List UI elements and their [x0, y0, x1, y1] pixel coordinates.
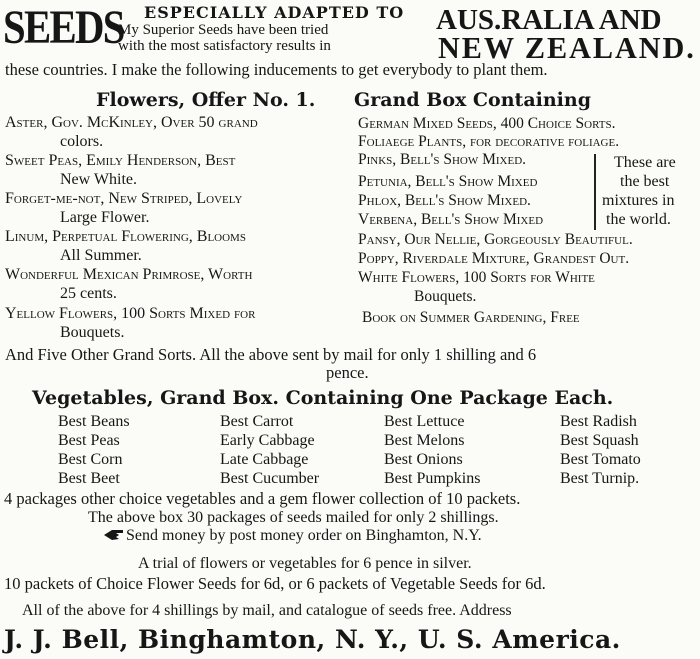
vegetable-item: Best Lettuce	[384, 413, 465, 430]
grand-box-item: Petunia, Bell's Show Mixed	[358, 173, 538, 190]
grand-box-item: Book on Summer Gardening, Free	[362, 309, 580, 326]
vegetable-item: Best Squash	[560, 432, 639, 449]
grand-box-item: Poppy, Riverdale Mixture, Grandest Out.	[358, 250, 630, 267]
vegetable-item: Best Radish	[560, 413, 637, 430]
pointing-hand-icon	[103, 528, 125, 542]
grand-box-heading: Grand Box Containing	[354, 89, 591, 111]
australia-heading: AUS.RALIA AND	[436, 4, 662, 36]
seeds-title: SEEDS	[3, 1, 124, 54]
best-mixtures-note: the world.	[606, 211, 671, 228]
vegetable-item: Late Cabbage	[220, 451, 309, 468]
flower-item: Sweet Peas, Emily Henderson, Best	[5, 152, 236, 169]
best-mixtures-note: These are	[614, 154, 676, 171]
vegetable-item: Best Cucumber	[220, 470, 320, 487]
flower-item: Bouquets.	[60, 324, 125, 341]
intro-text: these countries. I make the following inducements to get everybody to plant them.	[5, 60, 548, 79]
vegetables-heading: Vegetables, Grand Box. Containing One Package Each.	[32, 387, 614, 409]
vegetable-item: Best Beet	[58, 470, 120, 487]
bracket-divider	[594, 154, 596, 230]
flower-item: All Summer.	[60, 247, 142, 264]
five-other-sorts-text: pence.	[326, 363, 369, 382]
grand-box-item: Pinks, Bell's Show Mixed.	[358, 151, 527, 168]
vegetable-item: Best Corn	[58, 451, 123, 468]
grand-box-item: Bouquets.	[414, 288, 477, 305]
grand-box-item: Verbena, Bell's Show Mixed	[358, 211, 544, 228]
vegetable-item: Best Pumpkins	[384, 470, 481, 487]
flower-item: 25 cents.	[60, 285, 117, 302]
best-mixtures-note: the best	[620, 173, 670, 190]
flower-item: Wonderful Mexican Primrose, Worth	[5, 266, 253, 283]
vegetable-item: Early Cabbage	[220, 432, 315, 449]
grand-box-item: Foliaege Plants, for decorative foliage.	[358, 133, 620, 150]
packets-price-text: 10 packets of Choice Flower Seeds for 6d, or 6 packets of Vegetable Seeds for 6d.	[4, 574, 546, 593]
flower-item: colors.	[60, 133, 104, 150]
flower-item: Linum, Perpetual Flowering, Blooms	[5, 228, 246, 245]
gem-collection-text: 4 packages other choice vegetables and a gem flower collection of 10 packets.	[4, 489, 521, 508]
best-mixtures-note: mixtures in	[602, 192, 675, 209]
vegetable-item: Best Beans	[58, 413, 130, 430]
superior-seeds-line1: My Superior Seeds have been tried	[118, 22, 329, 38]
grand-box-item: German Mixed Seeds, 400 Choice Sorts.	[358, 115, 616, 132]
vegetable-item: Best Peas	[58, 432, 120, 449]
vegetable-item: Best Onions	[384, 451, 463, 468]
vegetable-item: Best Melons	[384, 432, 465, 449]
address-signature: J. J. Bell, Binghamton, N. Y., U. S. America.	[4, 625, 621, 654]
grand-box-item: Phlox, Bell's Show Mixed.	[358, 192, 531, 209]
catalogue-text: All of the above for 4 shillings by mail, and catalogue of seeds free. Address	[22, 602, 512, 619]
new-zealand-heading: NEW ZEALAND.	[438, 30, 696, 65]
trial-offer-text: A trial of flowers or vegetables for 6 pence in silver.	[138, 555, 472, 572]
flower-item: Yellow Flowers, 100 Sorts Mixed for	[5, 305, 256, 322]
vegetable-item: Best Turnip.	[560, 470, 640, 487]
flower-item: Aster, Gov. McKinley, Over 50 grand	[5, 114, 258, 131]
especially-adapted-text: ESPECIALLY ADAPTED TO	[144, 3, 405, 22]
flower-item: New White.	[60, 171, 138, 188]
vegetable-item: Best Tomato	[560, 451, 641, 468]
grand-box-item: Pansy, Our Nellie, Gorgeously Beautiful.	[358, 231, 633, 248]
money-order-text: Send money by post money order on Binghamton, N.Y.	[126, 527, 482, 544]
superior-seeds-line2: with the most satisfactory results in	[118, 38, 331, 54]
flowers-heading: Flowers, Offer No. 1.	[96, 89, 316, 111]
box-price-text: The above box 30 packages of seeds mailed for only 2 shillings.	[88, 509, 499, 526]
five-other-sorts-text: And Five Other Grand Sorts. All the above sent by mail for only 1 shilling and 6	[5, 345, 537, 364]
flower-item: Forget-me-not, New Striped, Lovely	[5, 190, 243, 207]
vegetable-item: Best Carrot	[220, 413, 294, 430]
grand-box-item: White Flowers, 100 Sorts for White	[358, 269, 595, 286]
flower-item: Large Flower.	[60, 209, 150, 226]
